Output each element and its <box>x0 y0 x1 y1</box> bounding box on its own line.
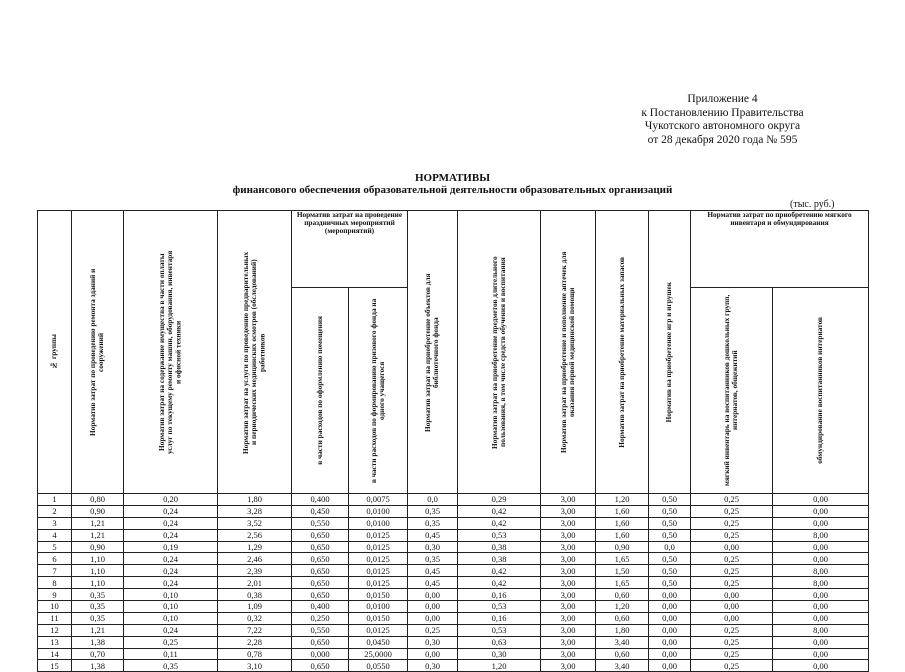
value-cell: 0,70 <box>72 648 124 660</box>
value-cell: 3,40 <box>596 636 649 648</box>
value-cell: 0,30 <box>408 636 458 648</box>
value-cell: 0,10 <box>124 601 218 613</box>
value-cell: 0,25 <box>691 648 773 660</box>
value-cell: 2,01 <box>218 577 292 589</box>
value-cell: 0,45 <box>408 565 458 577</box>
value-cell: 3,00 <box>541 565 596 577</box>
value-cell: 0,90 <box>596 541 649 553</box>
value-cell: 0,0150 <box>349 612 408 624</box>
value-cell: 3,00 <box>541 494 596 506</box>
value-cell: 0,30 <box>408 541 458 553</box>
table-row <box>38 577 869 589</box>
value-cell: 0,0 <box>649 541 691 553</box>
value-cell: 0,650 <box>292 553 349 565</box>
group-number-cell: 15 <box>38 660 72 672</box>
value-cell: 1,21 <box>72 517 124 529</box>
table-row <box>38 601 869 613</box>
header-first-aid: Норматив затрат на приобретение и пополнение аптечек для оказания первой медицинской помощи <box>541 211 596 494</box>
table-row <box>38 648 869 660</box>
header-soft-group: Норматив затрат по приобретению мягкого инвентаря и обмундирования <box>691 211 869 288</box>
value-cell: 0,35 <box>72 601 124 613</box>
value-cell: 0,25 <box>408 624 458 636</box>
value-cell: 0,250 <box>292 612 349 624</box>
group-number-cell: 8 <box>38 577 72 589</box>
value-cell: 0,00 <box>773 660 869 672</box>
value-cell: 0,25 <box>691 529 773 541</box>
table-row <box>38 529 869 541</box>
value-cell: 0,80 <box>72 494 124 506</box>
value-cell: 0,00 <box>649 589 691 601</box>
value-cell: 0,0100 <box>349 601 408 613</box>
value-cell: 0,00 <box>773 648 869 660</box>
group-number-cell: 5 <box>38 541 72 553</box>
value-cell: 0,0075 <box>349 494 408 506</box>
value-cell: 0,00 <box>408 601 458 613</box>
value-cell: 0,00 <box>408 612 458 624</box>
value-cell: 3,00 <box>541 648 596 660</box>
value-cell: 0,35 <box>408 553 458 565</box>
header-holidays-prize: в части расходов по формированию призового фонда на одного учащегося <box>349 288 408 494</box>
header-group-no: № группы <box>38 211 72 494</box>
value-cell: 0,0100 <box>349 517 408 529</box>
header-medical: Норматив затрат на услуги по проведению предварительных и периодических медицинских осмотров (обследований) работников <box>218 211 292 494</box>
value-cell: 3,00 <box>541 624 596 636</box>
group-number-cell: 14 <box>38 648 72 660</box>
value-cell: 0,10 <box>124 612 218 624</box>
value-cell: 0,00 <box>773 517 869 529</box>
value-cell: 0,35 <box>124 660 218 672</box>
value-cell: 0,50 <box>649 565 691 577</box>
value-cell: 0,00 <box>649 648 691 660</box>
group-number-cell: 6 <box>38 553 72 565</box>
group-number-cell: 12 <box>38 624 72 636</box>
value-cell: 0,550 <box>292 624 349 636</box>
group-number-cell: 2 <box>38 505 72 517</box>
appendix-line-2: к Постановлению Правительства <box>641 106 804 119</box>
value-cell: 0,42 <box>458 577 541 589</box>
value-cell: 0,53 <box>458 601 541 613</box>
value-cell: 0,00 <box>773 636 869 648</box>
group-number-cell: 1 <box>38 494 72 506</box>
value-cell: 0,16 <box>458 612 541 624</box>
value-cell: 0,00 <box>691 589 773 601</box>
header-holidays-decor: в части расходов по оформлению помещения <box>292 288 349 494</box>
value-cell: 0,00 <box>649 612 691 624</box>
value-cell: 1,09 <box>218 601 292 613</box>
value-cell: 2,39 <box>218 565 292 577</box>
table-row <box>38 660 869 672</box>
appendix-line-4: от 28 декабря 2020 года № 595 <box>647 133 798 146</box>
value-cell: 3,00 <box>541 553 596 565</box>
value-cell: 3,00 <box>541 577 596 589</box>
value-cell: 7,22 <box>218 624 292 636</box>
value-cell: 0,00 <box>773 601 869 613</box>
value-cell: 0,60 <box>596 648 649 660</box>
header-materials: Норматив затрат на приобретение материальных запасов <box>596 211 649 494</box>
value-cell: 0,00 <box>649 601 691 613</box>
header-uniform: обмундирование воспитанников интернатов <box>773 288 869 494</box>
value-cell: 1,38 <box>72 636 124 648</box>
value-cell: 0,00 <box>649 624 691 636</box>
value-cell: 0,60 <box>596 589 649 601</box>
document-title: НОРМАТИВЫ <box>414 172 490 184</box>
value-cell: 0,0100 <box>349 505 408 517</box>
value-cell: 0,25 <box>691 553 773 565</box>
value-cell: 0,35 <box>408 505 458 517</box>
table-row <box>38 541 869 553</box>
table-row <box>38 624 869 636</box>
norms-table <box>37 210 869 672</box>
value-cell: 0,25 <box>691 517 773 529</box>
header-maintenance: Норматив затрат на содержание имущества в части оплаты услуг по текущему ремонту машин, оборудования, инвентаря и офисной техники <box>124 211 218 494</box>
group-number-cell: 9 <box>38 589 72 601</box>
value-cell: 0,650 <box>292 541 349 553</box>
value-cell: 0,25 <box>691 660 773 672</box>
value-cell: 0,00 <box>649 660 691 672</box>
value-cell: 0,450 <box>292 505 349 517</box>
value-cell: 0,650 <box>292 529 349 541</box>
value-cell: 0,400 <box>292 601 349 613</box>
value-cell: 0,0150 <box>349 589 408 601</box>
value-cell: 3,00 <box>541 505 596 517</box>
value-cell: 0,42 <box>458 565 541 577</box>
value-cell: 1,38 <box>72 660 124 672</box>
value-cell: 1,20 <box>596 601 649 613</box>
value-cell: 1,10 <box>72 565 124 577</box>
value-cell: 0,0125 <box>349 624 408 636</box>
value-cell: 0,90 <box>72 541 124 553</box>
group-number-cell: 7 <box>38 565 72 577</box>
value-cell: 8,00 <box>773 565 869 577</box>
value-cell: 0,78 <box>218 648 292 660</box>
value-cell: 0,53 <box>458 624 541 636</box>
value-cell: 0,38 <box>458 541 541 553</box>
value-cell: 3,00 <box>541 636 596 648</box>
value-cell: 0,25 <box>691 505 773 517</box>
value-cell: 0,25 <box>691 565 773 577</box>
value-cell: 0,38 <box>458 553 541 565</box>
value-cell: 0,0450 <box>349 636 408 648</box>
value-cell: 0,32 <box>218 612 292 624</box>
value-cell: 0,0125 <box>349 541 408 553</box>
value-cell: 0,25 <box>124 636 218 648</box>
value-cell: 0,16 <box>458 589 541 601</box>
group-number-cell: 10 <box>38 601 72 613</box>
value-cell: 3,28 <box>218 505 292 517</box>
header-long-use: Норматив затрат на приобретение предметов длительного пользования, в том числе средств обучения и воспитания <box>458 211 541 494</box>
value-cell: 1,21 <box>72 624 124 636</box>
value-cell: 0,650 <box>292 660 349 672</box>
value-cell: 0,50 <box>649 553 691 565</box>
value-cell: 0,50 <box>649 517 691 529</box>
value-cell: 3,00 <box>541 612 596 624</box>
value-cell: 0,60 <box>596 612 649 624</box>
value-cell: 0,00 <box>773 505 869 517</box>
value-cell: 0,24 <box>124 624 218 636</box>
unit-label: (тыс. руб.) <box>790 199 835 210</box>
value-cell: 0,650 <box>292 589 349 601</box>
value-cell: 0,38 <box>218 589 292 601</box>
value-cell: 1,65 <box>596 553 649 565</box>
value-cell: 3,40 <box>596 660 649 672</box>
value-cell: 1,60 <box>596 517 649 529</box>
value-cell: 1,80 <box>596 624 649 636</box>
value-cell: 0,24 <box>124 565 218 577</box>
appendix-block <box>600 93 845 147</box>
value-cell: 0,19 <box>124 541 218 553</box>
value-cell: 3,00 <box>541 601 596 613</box>
value-cell: 3,00 <box>541 660 596 672</box>
group-number-cell: 4 <box>38 529 72 541</box>
document-subtitle: финансового обеспечения образовательной деятельности образовательных организаций <box>232 184 673 196</box>
value-cell: 0,550 <box>292 517 349 529</box>
value-cell: 3,52 <box>218 517 292 529</box>
norms-table-body <box>38 494 869 672</box>
table-row <box>38 589 869 601</box>
value-cell: 1,60 <box>596 505 649 517</box>
value-cell: 0,24 <box>124 529 218 541</box>
value-cell: 1,29 <box>218 541 292 553</box>
value-cell: 0,0125 <box>349 553 408 565</box>
value-cell: 0,00 <box>408 648 458 660</box>
value-cell: 8,00 <box>773 529 869 541</box>
value-cell: 0,45 <box>408 529 458 541</box>
value-cell: 0,11 <box>124 648 218 660</box>
value-cell: 0,00 <box>773 494 869 506</box>
value-cell: 8,00 <box>773 577 869 589</box>
value-cell: 0,42 <box>458 505 541 517</box>
value-cell: 0,45 <box>408 577 458 589</box>
value-cell: 0,10 <box>124 589 218 601</box>
value-cell: 0,63 <box>458 636 541 648</box>
value-cell: 0,00 <box>773 541 869 553</box>
value-cell: 0,00 <box>773 612 869 624</box>
value-cell: 3,10 <box>218 660 292 672</box>
value-cell: 0,25 <box>691 577 773 589</box>
appendix-line-3: Чукотского автономного округа <box>644 120 801 132</box>
value-cell: 0,000 <box>292 648 349 660</box>
value-cell: 0,50 <box>649 494 691 506</box>
table-row <box>38 517 869 529</box>
header-library: Норматив затрат на приобретение объектов для библиотечного фонда <box>408 211 458 494</box>
value-cell: 0,35 <box>72 612 124 624</box>
value-cell: 0,24 <box>124 577 218 589</box>
value-cell: 0,650 <box>292 565 349 577</box>
value-cell: 0,29 <box>458 494 541 506</box>
value-cell: 1,20 <box>458 660 541 672</box>
group-number-cell: 3 <box>38 517 72 529</box>
value-cell: 2,28 <box>218 636 292 648</box>
group-number-cell: 11 <box>38 612 72 624</box>
value-cell: 3,00 <box>541 589 596 601</box>
value-cell: 0,24 <box>124 517 218 529</box>
value-cell: 0,0 <box>408 494 458 506</box>
table-row <box>38 494 869 506</box>
value-cell: 0,42 <box>458 517 541 529</box>
value-cell: 0,25 <box>691 494 773 506</box>
value-cell: 0,00 <box>649 636 691 648</box>
value-cell: 1,10 <box>72 553 124 565</box>
value-cell: 1,20 <box>596 494 649 506</box>
table-row <box>38 636 869 648</box>
value-cell: 0,400 <box>292 494 349 506</box>
value-cell: 0,0125 <box>349 529 408 541</box>
value-cell: 0,24 <box>124 553 218 565</box>
value-cell: 0,53 <box>458 529 541 541</box>
value-cell: 0,24 <box>124 505 218 517</box>
table-row <box>38 612 869 624</box>
value-cell: 0,30 <box>458 648 541 660</box>
value-cell: 0,0125 <box>349 577 408 589</box>
group-number-cell: 13 <box>38 636 72 648</box>
header-soft-inventory: мягкий инвентарь на воспитанников дошкольных групп, интернатов, общежитий <box>691 288 773 494</box>
value-cell: 0,25 <box>691 624 773 636</box>
value-cell: 3,00 <box>541 529 596 541</box>
value-cell: 0,20 <box>124 494 218 506</box>
value-cell: 0,35 <box>72 589 124 601</box>
value-cell: 0,00 <box>408 589 458 601</box>
value-cell: 2,46 <box>218 553 292 565</box>
value-cell: 0,00 <box>773 589 869 601</box>
value-cell: 0,30 <box>408 660 458 672</box>
value-cell: 1,65 <box>596 577 649 589</box>
value-cell: 0,35 <box>408 517 458 529</box>
value-cell: 0,00 <box>691 541 773 553</box>
appendix-line-1: Приложение 4 <box>687 93 758 105</box>
value-cell: 0,50 <box>649 577 691 589</box>
value-cell: 8,00 <box>773 624 869 636</box>
value-cell: 1,50 <box>596 565 649 577</box>
header-repair: Норматив затрат по проведению ремонта зданий и сооружений <box>72 211 124 494</box>
value-cell: 0,00 <box>691 601 773 613</box>
value-cell: 0,0125 <box>349 565 408 577</box>
table-row <box>38 505 869 517</box>
value-cell: 0,50 <box>649 505 691 517</box>
value-cell: 0,00 <box>773 553 869 565</box>
value-cell: 1,21 <box>72 529 124 541</box>
header-toys: Норматив на приобретение игр и игрушек <box>649 211 691 494</box>
value-cell: 0,90 <box>72 505 124 517</box>
value-cell: 3,00 <box>541 541 596 553</box>
value-cell: 0,25 <box>691 636 773 648</box>
value-cell: 25,0000 <box>349 648 408 660</box>
value-cell: 1,10 <box>72 577 124 589</box>
value-cell: 0,00 <box>691 612 773 624</box>
value-cell: 2,56 <box>218 529 292 541</box>
value-cell: 0,50 <box>649 529 691 541</box>
value-cell: 0,650 <box>292 577 349 589</box>
value-cell: 0,650 <box>292 636 349 648</box>
value-cell: 1,60 <box>596 529 649 541</box>
value-cell: 3,00 <box>541 517 596 529</box>
table-row <box>38 553 869 565</box>
value-cell: 1,80 <box>218 494 292 506</box>
table-row <box>38 565 869 577</box>
value-cell: 0,0550 <box>349 660 408 672</box>
header-holidays-group: Норматив затрат на проведение праздничных мероприятий (мероприятий) <box>292 211 408 288</box>
